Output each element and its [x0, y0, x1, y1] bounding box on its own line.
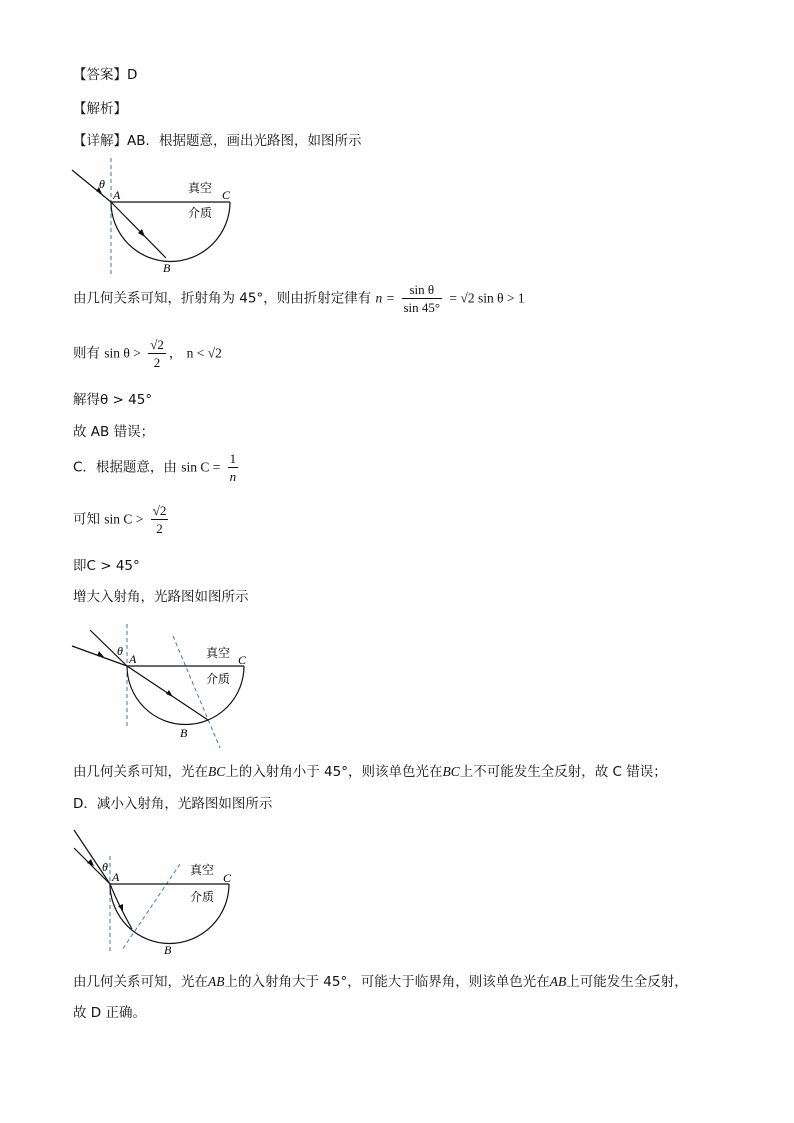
l9-bc: BC	[208, 764, 226, 779]
theta-result-line: 解得θ > 45°	[73, 392, 153, 408]
point-b-label: B	[163, 261, 171, 275]
point-b-label: B	[164, 943, 172, 956]
point-b-label: B	[180, 726, 188, 740]
analysis-tag: 【解析】	[73, 101, 127, 117]
l6-fraction	[151, 502, 169, 537]
l1-n: n	[375, 290, 383, 306]
l6-numerator: √2	[152, 503, 167, 518]
normal-line-ab	[122, 864, 180, 950]
l2-fraction	[148, 336, 166, 371]
refraction-law-line	[73, 281, 525, 316]
l2-prefix: 则有	[73, 345, 100, 362]
detail-text: AB．根据题意，画出光路图，如图所示	[127, 133, 362, 149]
incident-ray	[72, 170, 111, 202]
vacuum-label: 真空	[190, 863, 215, 877]
answer-line	[73, 65, 137, 85]
detail-line	[73, 131, 362, 151]
sin-c-line	[73, 502, 171, 537]
d-correct-line: 故 D 正确。	[73, 1005, 146, 1021]
theta-label: θ	[117, 644, 123, 658]
l2-comma: ，	[168, 345, 183, 362]
l5-expr: sin C =	[181, 459, 221, 475]
l11-a: 由几何关系可知，光在	[73, 974, 208, 990]
l1-eq: =	[386, 290, 395, 306]
medium-label: 介质	[190, 890, 215, 904]
increase-angle-line: 增大入射角，光路图如图所示	[73, 589, 249, 605]
figure-3-light-path	[70, 826, 260, 956]
theta-label: θ	[102, 860, 108, 874]
l5-numerator: 1	[229, 451, 237, 466]
incident-arrow-icon	[97, 651, 104, 657]
l9-bc2: BC	[442, 764, 460, 779]
l1-numerator: sin θ	[402, 281, 443, 299]
point-a-label: A	[129, 652, 137, 666]
l1-prefix: 由几何关系可知，折射角为 45°，则由折射定律有	[73, 290, 372, 307]
l6-denominator: 2	[156, 521, 163, 536]
medium-label: 介质	[206, 672, 231, 686]
incident-ray-1	[74, 830, 110, 884]
figure-1-light-path	[70, 158, 270, 278]
bc-analysis-line	[73, 762, 667, 782]
l9-c: 上不可能发生全反射，故 C 错误；	[459, 764, 667, 780]
answer-tag: 【答案】	[73, 67, 127, 83]
sin-theta-line	[73, 336, 222, 371]
point-c-label: C	[222, 188, 231, 202]
l2-denominator: 2	[153, 355, 161, 370]
l2-numerator: √2	[150, 337, 164, 352]
refracted-ray	[111, 202, 166, 258]
l11-b: 上的入射角大于 45°，可能大于临界角，则该单色光在	[224, 974, 550, 990]
point-a-label: A	[112, 870, 120, 884]
l5-prefix: C．根据题意，由	[73, 459, 177, 476]
l11-ab2: AB	[549, 974, 567, 989]
point-a-label: A	[113, 188, 121, 202]
l2-expr: sin θ >	[104, 345, 141, 361]
l1-denominator: sin 45°	[403, 300, 441, 315]
l5-fraction	[228, 450, 239, 485]
l2-n-bound: n < √2	[186, 345, 222, 361]
decrease-angle-line: D．减小入射角，光路图如图所示	[73, 796, 273, 812]
critical-angle-line	[73, 450, 241, 485]
ab-analysis-line	[73, 972, 688, 992]
figure-2-light-path	[70, 620, 260, 750]
detail-tag: 【详解】	[73, 133, 127, 149]
point-c-label: C	[223, 871, 232, 885]
point-c-label: C	[238, 653, 247, 667]
l6-expr: sin C >	[104, 511, 144, 527]
l5-denominator: n	[229, 469, 237, 484]
l9-b: 上的入射角小于 45°，则该单色光在	[225, 764, 443, 780]
l9-a: 由几何关系可知，光在	[73, 764, 208, 780]
c-result-line: 即C > 45°	[73, 558, 140, 574]
l11-ab: AB	[208, 974, 225, 989]
l1-tail: = √2 sin θ > 1	[449, 290, 525, 306]
semicircle-arc	[111, 202, 230, 262]
l11-c: 上可能发生全反射，	[566, 974, 688, 990]
theta-label: θ	[99, 177, 105, 191]
l6-prefix: 可知	[73, 511, 100, 528]
ab-wrong-line: 故 AB 错误；	[73, 424, 155, 440]
answer-value: D	[127, 67, 138, 83]
vacuum-label: 真空	[188, 181, 213, 195]
refracted-arrow-icon	[166, 690, 173, 697]
l1-fraction	[402, 281, 443, 316]
vacuum-label: 真空	[206, 646, 231, 660]
medium-label: 介质	[188, 206, 213, 220]
